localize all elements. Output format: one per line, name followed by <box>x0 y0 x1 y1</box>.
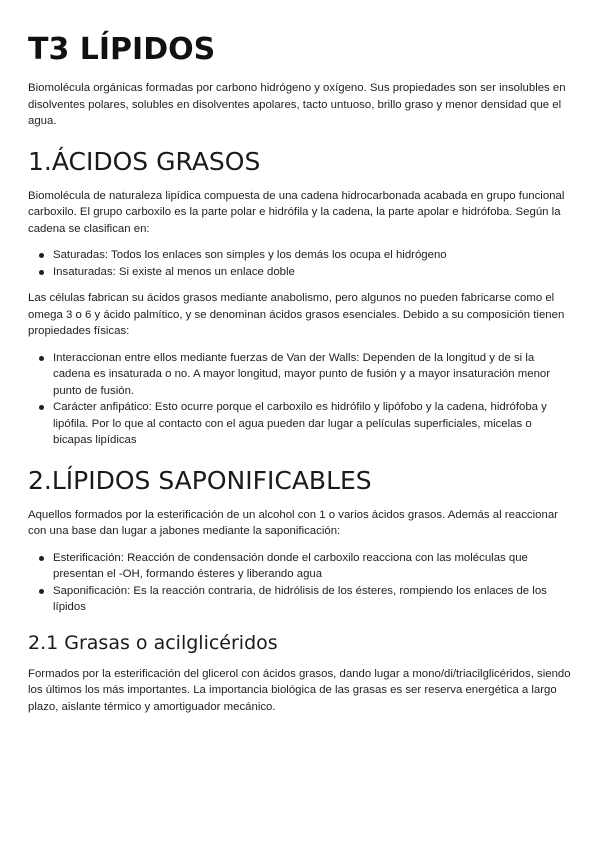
grasas-paragraph: Formados por la esterificación del glicerol con ácidos grasos, dando lugar a mono/di/triacilglicéridos, siendo los últimos los más importantes. La importancia biológica de las grasas es ser reserva energética a largo plazo, aislante térmico y amortiguador mecánico. <box>28 667 571 713</box>
subsection-heading-grasas: 2.1 Grasas o acilglicéridos <box>28 631 278 654</box>
list-item: Insaturadas: Si existe al menos un enlace doble <box>53 264 572 281</box>
intro-paragraph: Biomolécula orgánicas formadas por carbono hidrógeno y oxígeno. Sus propiedades son ser insolubles en disolventes polares, solubles en disolventes apolares, tacto untuoso, brillo graso y menor densidad que el agua. <box>28 82 566 127</box>
list-item: Saturadas: Todos los enlaces son simples y los demás los ocupa el hidrógeno <box>53 247 572 264</box>
acidos-grasos-paragraph-1: Biomolécula de naturaleza lipídica compuesta de una cadena hidrocarbonada acabada en grupo funcional carboxilo. El grupo carboxilo es la parte polar e hidrófila y la cadena, la parte apolar e hidrófoba. Según la cadena se clasifican en: <box>28 189 565 235</box>
acidos-grasos-paragraph-2: Las células fabrican su ácidos grasos mediante anabolismo, pero algunos no pueden fabricarse como el omega 3 o 6 y ácido palmítico, y se denominan ácidos grasos esenciales. Debido a su composición tienen propiedades físicas: <box>28 292 565 337</box>
physical-properties-list <box>28 350 572 449</box>
list-item: Saponificación: Es la reacción contraria, de hidrólisis de los ésteres, rompiendo los enlaces de los lípidos <box>53 583 572 616</box>
section-heading-acidos-grasos: 1.ÁCIDOS GRASOS <box>28 146 261 176</box>
saponificables-list <box>28 550 572 616</box>
cadena-classification-list <box>28 247 572 280</box>
list-item: Interaccionan entre ellos mediante fuerzas de Van der Walls: Dependen de la longitud y de si la cadena es insaturada o no. A mayor longitud, mayor punto de fusión y a mayor insaturación menor punto de fusión. <box>53 350 572 400</box>
list-item: Carácter anfipático: Esto ocurre porque el carboxilo es hidrófilo y lipófobo y la cadena, hidrófoba y lipófila. Por lo que al contacto con el agua pueden dar lugar a películas superficiales, micelas o bicapas lipídicas <box>53 399 572 449</box>
saponificables-paragraph: Aquellos formados por la esterificación de un alcohol con 1 o varios ácidos grasos. Además al reaccionar con una base dan lugar a jabones mediante la saponificación: <box>28 508 558 537</box>
page-title: T3 LÍPIDOS <box>28 32 216 67</box>
list-item: Esterificación: Reacción de condensación donde el carboxilo reacciona con las moléculas que presentan el -OH, formando ésteres y liberando agua <box>53 550 572 583</box>
section-heading-lipidos-saponificables: 2.LÍPIDOS SAPONIFICABLES <box>28 465 372 495</box>
